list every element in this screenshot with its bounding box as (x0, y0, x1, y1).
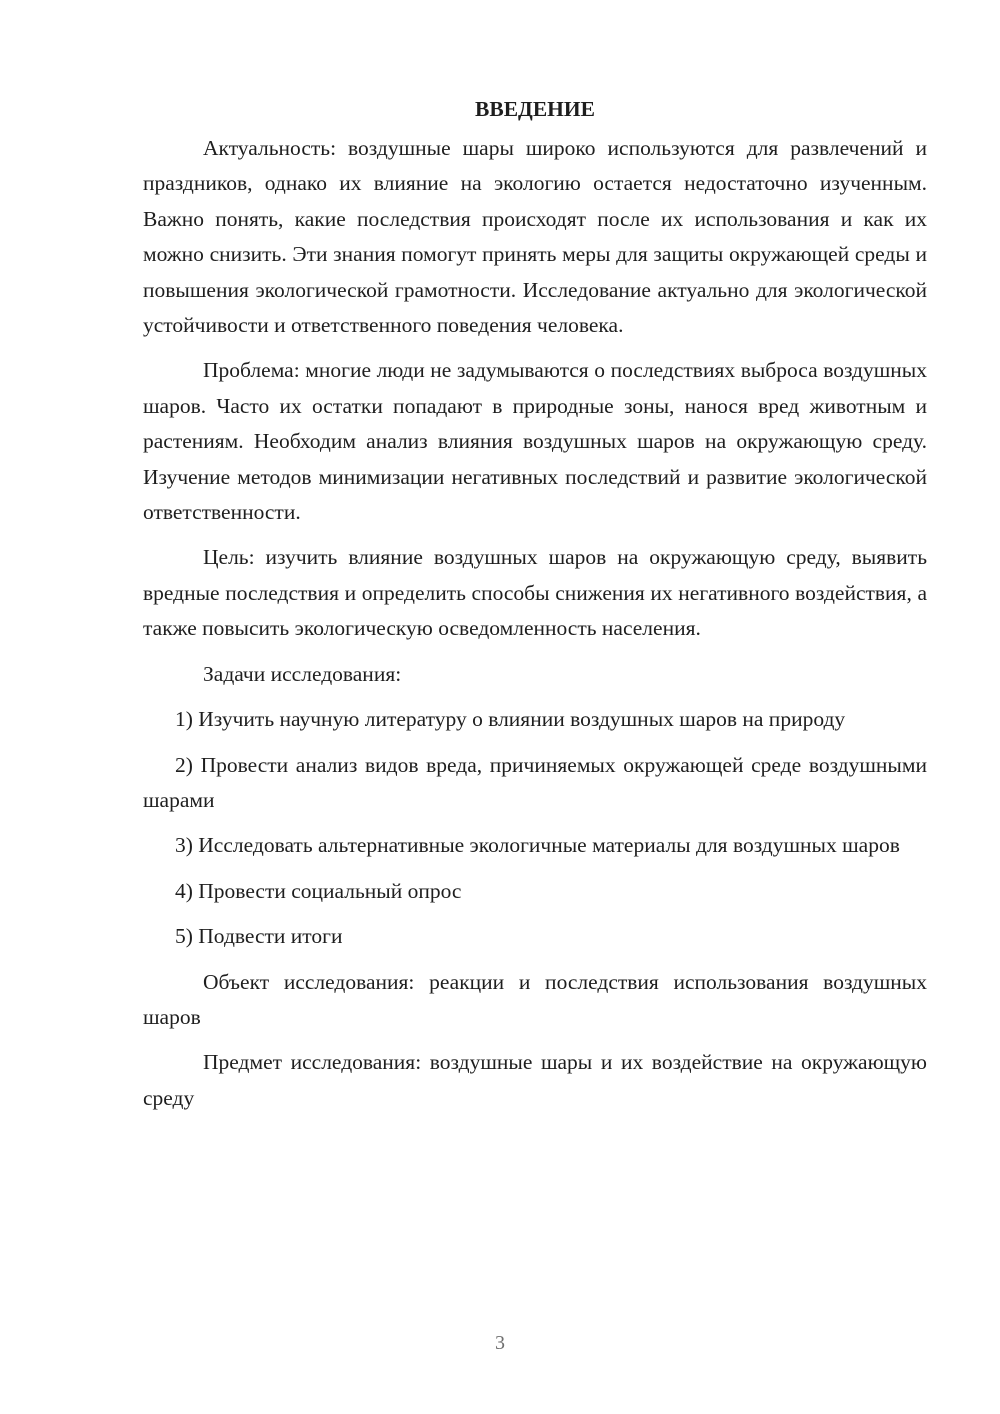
relevance-paragraph: Актуальность: воздушные шары широко используются для развлечений и праздников, однако их влияние на экологию остается недостаточно изученным. Важно понять, какие последствия происходят после их использования и как их можно снизить. Эти знания помогут принять меры для защиты окружающей среды и повышения экологической грамотности. Исследование актуально для экологической устойчивости и ответственного поведения человека. (143, 136, 927, 338)
page-number: 3 (495, 1332, 505, 1354)
task-item-4: 4) Провести социальный опрос (175, 878, 462, 903)
goal-paragraph: Цель: изучить влияние воздушных шаров на окружающую среду, выявить вредные последствия и определить способы снижения их негативного воздействия, а также повысить экологическую осведомленность населения. (143, 545, 927, 641)
tasks-heading: Задачи исследования: (203, 661, 402, 686)
task-item-5: 5) Подвести итоги (175, 924, 343, 949)
page-title: ВВЕДЕНИЕ (475, 97, 595, 121)
task-item-2: 2) Провести анализ видов вреда, причиняемых окружающей среде воздушными шарами (143, 752, 927, 812)
problem-paragraph: Проблема: многие люди не задумываются о последствиях выброса воздушных шаров. Часто их остатки попадают в природные зоны, нанося вред животным и растениям. Необходим анализ влияния воздушных шаров на окружающую среду. Изучение методов минимизации негативных последствий и развитие экологической ответственности. (143, 358, 927, 525)
research-subject-paragraph: Предмет исследования: воздушные шары и их воздействие на окружающую среду (143, 1050, 927, 1110)
task-item-3: 3) Исследовать альтернативные экологичные материалы для воздушных шаров (175, 833, 900, 858)
task-item-1: 1) Изучить научную литературу о влиянии воздушных шаров на природу (175, 707, 846, 732)
page-content (143, 92, 927, 1126)
research-object-paragraph: Объект исследования: реакции и последствия использования воздушных шаров (143, 969, 927, 1029)
